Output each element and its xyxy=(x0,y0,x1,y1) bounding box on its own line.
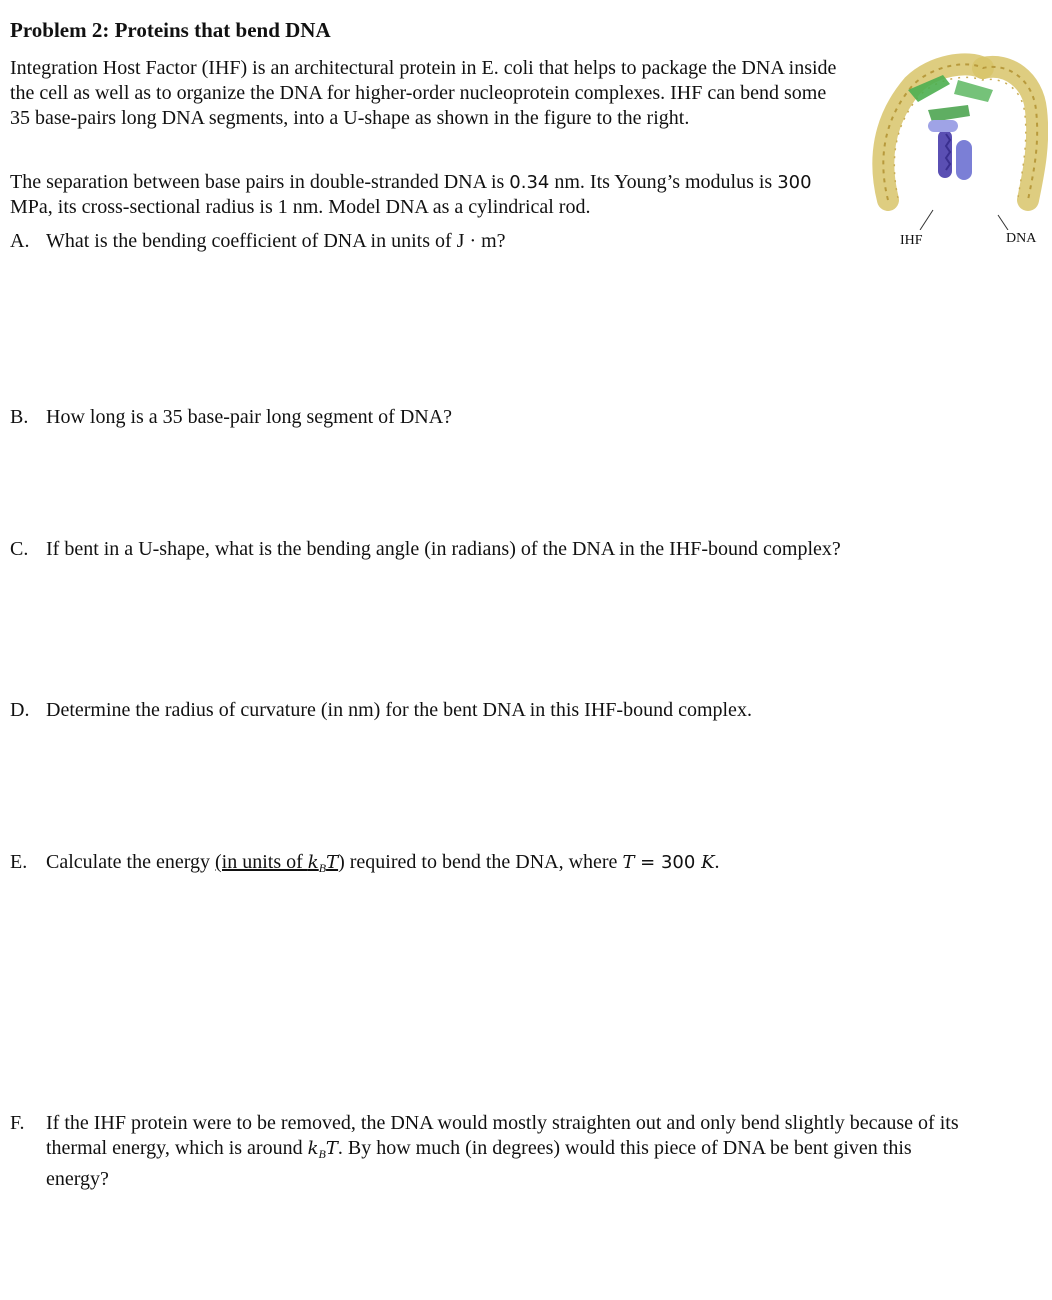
question-e-text xyxy=(46,850,720,881)
question-e-end: . xyxy=(714,851,720,873)
given-paragraph xyxy=(10,170,840,220)
question-f-text xyxy=(46,1111,976,1192)
ihf-beta-sheet-2 xyxy=(954,80,993,102)
question-a-letter: A. xyxy=(10,230,30,252)
question-c-letter: C. xyxy=(10,538,29,560)
figure-label-dna: DNA xyxy=(1006,231,1037,246)
question-f-pre: If the IHF protein were to be removed, the DNA would mostly straighten out and only bend slightly because of its thermal energy, which is around xyxy=(46,1112,959,1159)
question-f-k: k xyxy=(307,1138,319,1159)
question-e-units xyxy=(215,851,338,873)
question-b-text: How long is a 35 base-pair long segment of DNA? xyxy=(46,406,453,428)
question-e-eq-rest: = 300 xyxy=(634,852,702,873)
ihf-helix-1 xyxy=(938,130,952,178)
question-e-k: k xyxy=(307,852,319,873)
ihf-dna-structure-image xyxy=(858,50,1048,230)
ihf-pointer-line xyxy=(920,210,933,230)
given-modulus: 300 xyxy=(777,172,812,193)
ihf-helix-3 xyxy=(928,120,958,132)
question-e-pre: Calculate the energy xyxy=(46,851,216,873)
given-separation: 0.34 xyxy=(509,172,550,193)
ihf-helix-2 xyxy=(956,140,972,180)
question-f-T: T xyxy=(325,1138,338,1159)
given-post: nm. Model DNA as a cylindrical rod. xyxy=(287,196,591,218)
intro-paragraph: Integration Host Factor (IHF) is an architectural protein in E. coli that helps to package the DNA inside the cell as well as to organize the DNA for higher-order nucleoprotein complexes. IHF can bend some 35 base-pairs long DNA segments, into a U-shape as shown in the figure to the right. xyxy=(10,57,837,129)
question-e-mid: required to bend the DNA, where xyxy=(344,851,623,873)
question-c-text: If bent in a U-shape, what is the bending angle (in radians) of the DNA in the IHF-bound complex? xyxy=(46,538,841,560)
dna-right-arm xyxy=(983,67,1037,200)
question-e-sub: B xyxy=(318,861,327,875)
question-a-text: What is the bending coefficient of DNA in units of J · m? xyxy=(46,230,506,252)
question-b-letter: B. xyxy=(10,406,29,428)
ihf-dna-figure xyxy=(858,50,1048,250)
given-radius: 1 xyxy=(277,196,288,218)
given-pre: The separation between base pairs in double-stranded DNA is xyxy=(10,171,510,193)
question-f-sub: B xyxy=(318,1147,326,1161)
question-e-units-pre: (in units of xyxy=(215,851,308,873)
question-f-post: . By how much (in degrees) would this piece of DNA be bent given this energy? xyxy=(46,1137,912,1190)
figure-label-ihf: IHF xyxy=(900,233,923,248)
question-e-letter: E. xyxy=(10,851,28,873)
question-e-units-post: ) xyxy=(338,851,345,873)
given-mid2: MPa, its cross-sectional radius is xyxy=(10,196,278,218)
question-d-letter: D. xyxy=(10,699,30,721)
problem-title: Problem 2: Proteins that bend DNA xyxy=(10,18,331,42)
given-mid1: nm. Its Young’s modulus is xyxy=(549,171,778,193)
question-d-text: Determine the radius of curvature (in nm) for the bent DNA in this IHF-bound complex. xyxy=(46,699,752,721)
dna-pointer-line xyxy=(998,215,1008,230)
question-e-T: T xyxy=(326,852,339,873)
ihf-beta-sheet-3 xyxy=(928,105,970,122)
question-e-eq-K: K xyxy=(701,852,715,873)
question-e-eq-T: T xyxy=(622,852,635,873)
question-f-letter: F. xyxy=(10,1112,25,1134)
